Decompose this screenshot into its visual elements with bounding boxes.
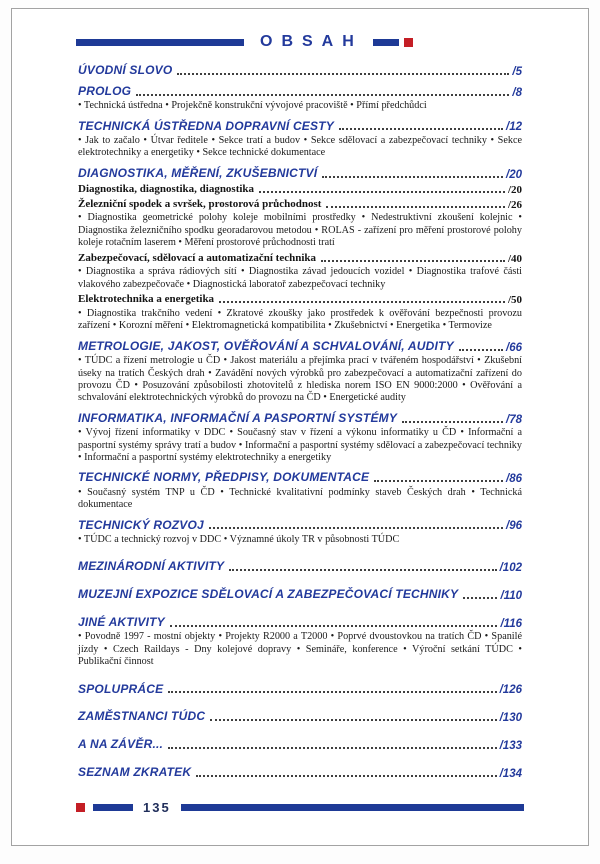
toc-section-title: DIAGNOSTIKA, MĚŘENÍ, ZKUŠEBNICTVÍ xyxy=(78,165,318,180)
dot-leader xyxy=(321,260,505,262)
dot-leader xyxy=(170,625,498,627)
dot-leader xyxy=(136,94,509,96)
toc-section-title: ZAMĚSTNANCI TÚDC xyxy=(78,709,206,724)
footer-bar-right xyxy=(181,804,524,811)
toc-topics: • Technická ústředna • Projekčně konstrukční vývojové pracoviště • Přímí předchůdci xyxy=(78,100,427,112)
folio-page-number: 135 xyxy=(143,800,171,815)
toc-page-number: /126 xyxy=(499,684,522,697)
toc-page-number: /20 xyxy=(506,168,522,181)
page-title: OBSAH xyxy=(260,33,363,50)
toc-topics: • Jak to začalo • Útvar ředitele • Sekce tratí a budov • Sekce sdělovací a zabezpečovací techniky • Sekce elektrotechniky a energetiky • Sekce technické dokumentace xyxy=(78,134,522,159)
toc-subsection-title: Diagnostika, diagnostika, diagnostika xyxy=(78,182,255,195)
toc-subsection xyxy=(78,183,522,196)
toc-page-number: /5 xyxy=(512,65,522,78)
toc-page-number: /8 xyxy=(512,86,522,99)
footer-bar-left xyxy=(93,804,133,811)
toc-section xyxy=(78,64,522,78)
toc-page-number: /116 xyxy=(500,617,522,630)
toc-section-title: TECHNICKÝ ROZVOJ xyxy=(78,517,204,532)
toc-page-number: /26 xyxy=(507,198,522,211)
toc-topics: • Současný systém TNP u ČD • Technické kvalitativní podmínky staveb Českých drah • Technická dokumentace xyxy=(78,486,522,511)
toc-subsection-title: Elektrotechnika a energetika xyxy=(78,293,215,306)
toc-subsection-title: Zabezpečovací, sdělovací a automatizační technika xyxy=(78,251,317,264)
toc-section-title: SPOLUPRÁCE xyxy=(78,681,164,696)
toc-topics: • TÚDC a řízení metrologie u ČD • Jakost materiálu a přejímka prací v tvářeném hospodářství • Zkušební úseky na tratích Českých drah • Zavádění nových výrobků pro zabezpečovací a automatizační zařízení do provozu ČD • Posuzování způsobilosti zhotovitelů z hlediska norem ISO EN 9000:2000 • Ověřování a schvalování elektrotechnických výrobků do provozu na ČD • Energetické audity xyxy=(78,355,522,404)
toc-section xyxy=(78,167,522,181)
dot-leader xyxy=(322,176,503,178)
toc-section-title: TECHNICKÁ ÚSTŘEDNA DOPRAVNÍ CESTY xyxy=(78,118,334,133)
toc-page-number: /134 xyxy=(499,767,522,780)
dot-leader xyxy=(210,719,496,721)
toc-page-number: /20 xyxy=(507,183,522,196)
toc-page-number: /96 xyxy=(506,520,522,533)
toc-page-number: /12 xyxy=(506,121,522,134)
toc-page-number: /78 xyxy=(506,413,522,426)
toc-page-number: /50 xyxy=(507,294,522,307)
toc-page-number: /102 xyxy=(499,562,522,575)
dot-leader xyxy=(463,597,497,599)
toc-section-title: SEZNAM ZKRATEK xyxy=(78,764,192,779)
toc-section xyxy=(78,120,522,134)
toc-section xyxy=(78,471,522,485)
toc-page-number: /40 xyxy=(507,252,522,265)
toc-page-number: /86 xyxy=(506,473,522,486)
toc-section-title: INFORMATIKA, INFORMAČNÍ A PASPORTNÍ SYSTÉMY xyxy=(78,410,398,425)
toc-section-title: MEZINÁRODNÍ AKTIVITY xyxy=(78,559,225,574)
dot-leader xyxy=(374,480,503,482)
dot-leader xyxy=(229,569,496,571)
toc-section xyxy=(78,588,522,602)
toc-topics: • Diagnostika trakčního vedení • Zkratové zkoušky jako prostředek k ověřování bezpečnosti provozu zařízení • Korozní měření • Elektromagnetická kompatibilita • Zkušebnictví • Energetika • Termovize xyxy=(78,307,522,332)
dot-leader xyxy=(259,191,505,193)
toc-section xyxy=(78,738,522,752)
toc-section xyxy=(78,519,522,533)
toc-page-number: /110 xyxy=(500,589,522,602)
document-page xyxy=(11,8,589,846)
dot-leader xyxy=(326,206,504,208)
dot-leader xyxy=(168,691,496,693)
dot-leader xyxy=(196,775,496,777)
header-red-square-icon xyxy=(404,38,413,47)
toc-subsection xyxy=(78,252,522,265)
toc-section xyxy=(78,340,522,354)
dot-leader xyxy=(339,128,503,130)
table-of-contents xyxy=(12,51,588,780)
dot-leader xyxy=(402,421,503,423)
toc-section-title: MUZEJNÍ EXPOZICE SDĚLOVACÍ A ZABEZPEČOVACÍ TECHNIKY xyxy=(78,587,459,602)
dot-leader xyxy=(209,527,503,529)
toc-section-title: METROLOGIE, JAKOST, OVĚŘOVÁNÍ A SCHVALOVÁNÍ, AUDITY xyxy=(78,338,454,353)
toc-section xyxy=(78,710,522,724)
toc-subsection-title: Železniční spodek a svršek, prostorová průchodnost xyxy=(78,197,322,210)
toc-section-title: TECHNICKÉ NORMY, PŘEDPISY, DOKUMENTACE xyxy=(78,470,370,485)
toc-topics: • Povodně 1997 - mostní objekty • Projekty R2000 a T2000 • Poprvé dvoustovkou na tratích ČD • Spanilé jízdy • Czech Raildays - Dny kolejové dopravy • Semináře, konference • Výroční setkání TÚDC • Publikační činnost xyxy=(78,631,522,668)
toc-topics: • Diagnostika geometrické polohy koleje mobilními prostředky • Nedestruktivní zkoušení kolejnic • Diagnostika železničního spodku georadarovou metodou • ROLAS - zařízení pro měření prostorové polohy koleje rotačním laserem • Měření prostorové průchodnosti tratí xyxy=(78,212,522,249)
toc-subsection xyxy=(78,198,522,211)
header-bar-right xyxy=(373,39,399,46)
page-header xyxy=(12,9,588,51)
toc-section xyxy=(78,766,522,780)
dot-leader xyxy=(459,349,503,351)
toc-section-title: PROLOG xyxy=(78,83,132,98)
toc-section-title: ÚVODNÍ SLOVO xyxy=(78,63,173,77)
dot-leader xyxy=(177,73,509,75)
toc-topics: • Vývoj řízení informatiky v DDC • Současný stav v řízení a výkonu informatiky u ČD • Informační a pasportní systémy správy tratí a budov • Informační a pasportní systémy sdělovací a zabezpečovací techniky • Informační a pasportní systémy elektrotechniky a energetiky xyxy=(78,427,522,464)
toc-section xyxy=(78,683,522,697)
toc-page-number: /130 xyxy=(499,712,522,725)
toc-section xyxy=(78,616,522,630)
page-footer xyxy=(76,800,524,815)
header-bar-left xyxy=(76,39,244,46)
toc-section xyxy=(78,85,522,99)
toc-page-number: /66 xyxy=(506,341,522,354)
toc-section xyxy=(78,412,522,426)
toc-topics: • Diagnostika a správa rádiových sítí • Diagnostika závad jedoucích vozidel • Diagnostika trafové části vlakového zabezpečovače • Diagnostická laboratoř zabezpečovací techniky xyxy=(78,266,522,290)
footer-red-square-icon xyxy=(76,803,85,812)
dot-leader xyxy=(219,301,505,303)
toc-section xyxy=(78,560,522,574)
toc-topics: • TÚDC a technický rozvoj v DDC • Významné úkoly TR v působnosti TÚDC xyxy=(78,533,400,545)
toc-page-number: /133 xyxy=(499,739,522,752)
dot-leader xyxy=(168,747,497,749)
toc-subsection xyxy=(78,293,522,306)
toc-section-title: A NA ZÁVĚR... xyxy=(78,737,164,752)
toc-section-title: JINÉ AKTIVITY xyxy=(78,614,165,629)
